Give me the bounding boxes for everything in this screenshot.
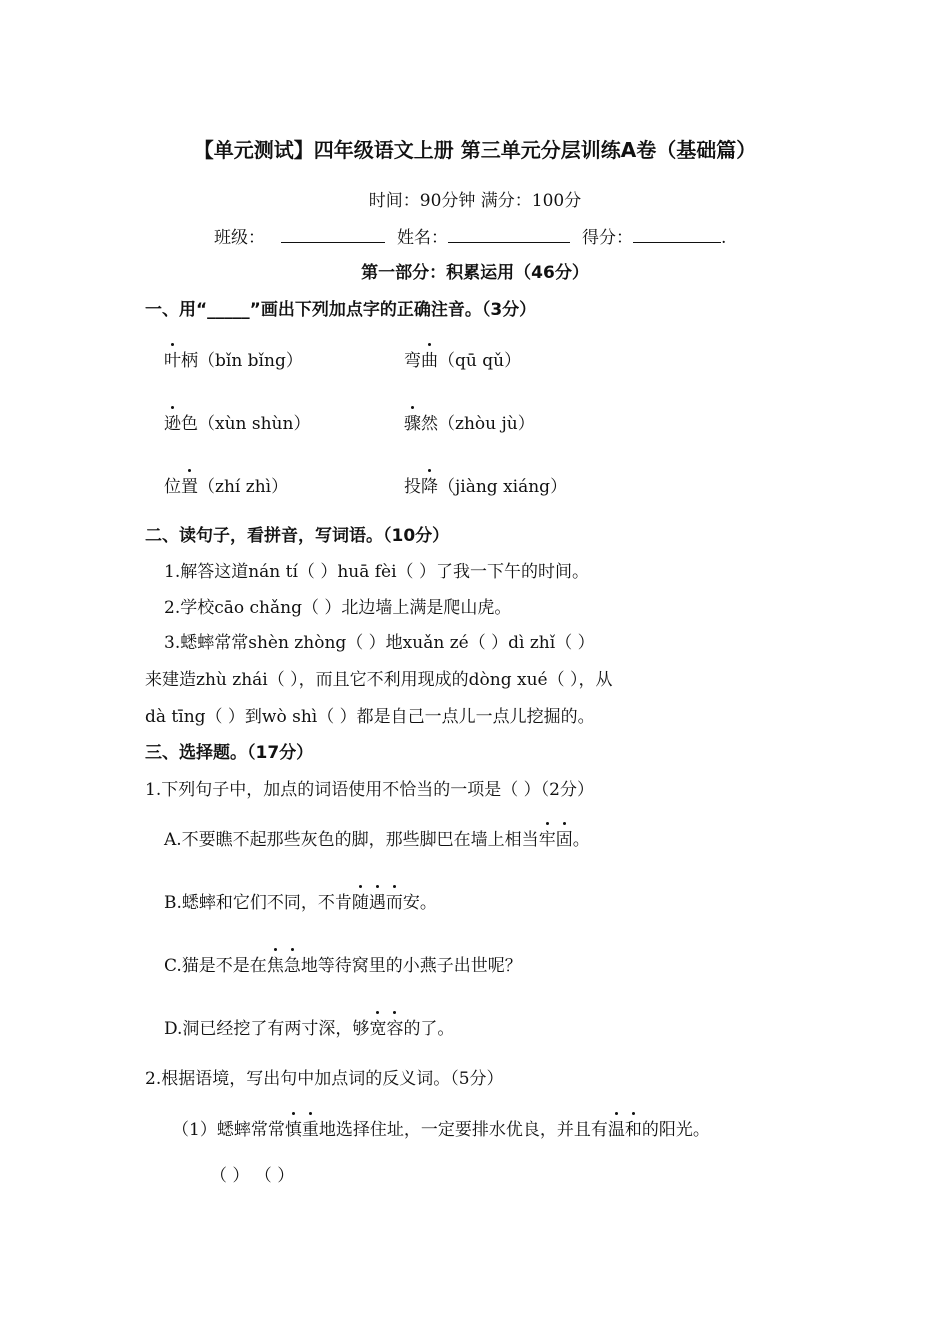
q2-sentence-3a: 3.蟋蟀常常shèn zhòng（ ）地xuǎn zé（ ）dì zhǐ（ ）	[164, 633, 595, 653]
page-title: 【单元测试】四年级语文上册 第三单元分层训练A卷（基础篇）	[193, 138, 757, 162]
emphasis-char: 温	[607, 1120, 625, 1140]
pinyin-item: 逊色（xùn shùn）	[164, 414, 311, 434]
emphasis-char: 置	[181, 477, 198, 497]
q3-question-1: 1.下列句子中，加点的词语使用不恰当的一项是（ ）（2分）	[145, 780, 594, 800]
emphasis-char: 慎	[284, 1120, 302, 1140]
part1-heading: 第一部分：积累运用（46分）	[361, 263, 589, 283]
emphasis-char: 而	[385, 893, 403, 913]
dotted-word	[352, 893, 403, 913]
dotted-word	[285, 1120, 319, 1140]
exam-time-score: 时间：90分钟 满分：100分	[368, 191, 582, 211]
option-c: C.猫是不是在焦急地等待窝里的小燕子出世呢？	[164, 956, 522, 976]
q2-sentence-2: 2.学校cāo chǎng（ ）北边墙上满是爬山虎。	[164, 598, 512, 618]
emphasis-char: 焦	[266, 956, 284, 976]
emphasis-char: 骤	[404, 414, 421, 434]
answer-blanks[interactable]: （ ） （ ）	[210, 1166, 295, 1186]
option-a: A.不要瞧不起那些灰色的脚，那些脚巴在墙上相当牢固。	[164, 830, 590, 850]
emphasis-char: 急	[283, 956, 301, 976]
student-info-row	[214, 226, 726, 249]
emphasis-char: 容	[386, 1019, 404, 1039]
emphasis-char: 牢	[538, 830, 556, 850]
q3-question-2: 2.根据语境，写出句中加点词的反义词。（5分）	[145, 1069, 504, 1089]
emphasis-char: 宽	[369, 1019, 387, 1039]
emphasis-char: 重	[301, 1120, 319, 1140]
pinyin-item: 弯曲（qū qǔ）	[404, 351, 522, 371]
emphasis-char: 降	[421, 477, 438, 497]
pinyin-item: 位置（zhí zhì）	[164, 477, 289, 497]
pinyin-item: 叶柄（bǐn bǐng）	[164, 351, 303, 371]
class-field[interactable]	[281, 226, 385, 243]
score-label: 得分：	[582, 228, 633, 248]
emphasis-char: 叶	[164, 351, 181, 371]
dotted-word	[608, 1120, 642, 1140]
q2-sentence-1: 1.解答这道nán tí（ ）huā fèi（ ）了我一下午的时间。	[164, 562, 589, 582]
score-field[interactable]	[633, 226, 721, 243]
option-d: D.洞已经挖了有两寸深，够宽容的了。	[164, 1019, 455, 1039]
pinyin-item: 骤然（zhòu jù）	[404, 414, 535, 434]
emphasis-char: 曲	[421, 351, 438, 371]
q2-sentence-3b: 来建造zhù zhái（ ），而且它不利用现成的dòng xué（ ），从	[145, 670, 613, 690]
end-period: .	[721, 228, 727, 248]
q1-heading: 一、用“_____”画出下列加点字的正确注音。（3分）	[145, 300, 537, 320]
name-field[interactable]	[448, 226, 570, 243]
emphasis-char: 固	[555, 830, 573, 850]
dotted-word	[267, 956, 301, 976]
emphasis-char: 遇	[368, 893, 386, 913]
class-label: 班级：	[214, 228, 265, 248]
emphasis-char: 逊	[164, 414, 181, 434]
q2-heading: 二、读句子，看拼音，写词语。（10分）	[145, 526, 450, 546]
q2-sentence-3c: dà tīng（ ）到wò shì（ ）都是自己一点儿一点儿挖掘的。	[145, 707, 595, 727]
name-label: 姓名：	[397, 228, 448, 248]
option-b: B.蟋蟀和它们不同，不肯随遇而安。	[164, 893, 437, 913]
emphasis-char: 随	[351, 893, 369, 913]
dotted-word	[369, 1019, 403, 1039]
q3-q2-sentence-1: （1）蟋蟀常常慎重地选择住址，一定要排水优良，并且有温和的阳光。	[172, 1120, 710, 1140]
emphasis-char: 和	[624, 1120, 642, 1140]
pinyin-item: 投降（jiàng xiáng）	[404, 477, 568, 497]
q3-heading: 三、选择题。（17分）	[145, 743, 314, 763]
